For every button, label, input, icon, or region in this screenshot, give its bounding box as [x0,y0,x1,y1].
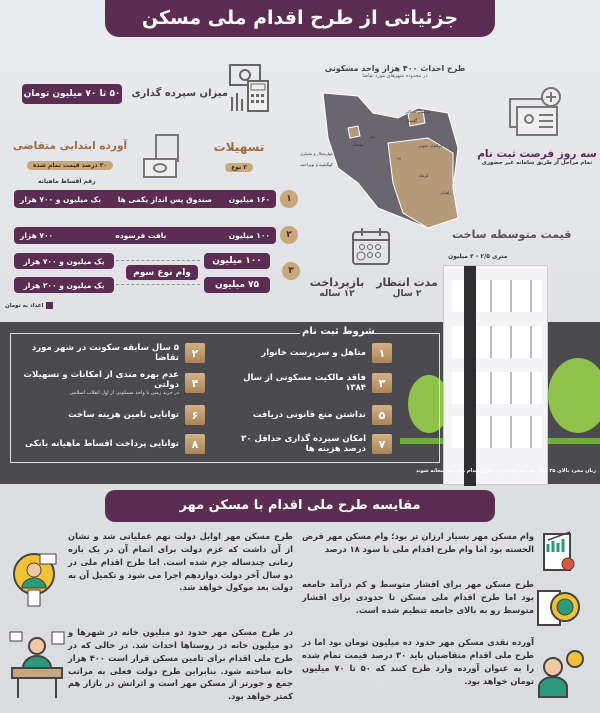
loan-number: ۳ [282,262,300,280]
map-region: یزد [396,155,402,160]
condition-item [222,343,392,363]
condition-number: ۸ [185,434,205,454]
map-region: خراسان جنوبی [418,143,443,148]
compare-text: وام مسکن مهر بسیار ارزان تر بود؛ وام مسکن مهر قرض الحسنه بود اما وام طرح اقدام ملی با سود ۱۸ درصد [302,531,534,554]
registration-subtitle: تمام مراحل از طریق سامانه غیر حضوری [481,160,593,166]
building-illustration [443,265,548,485]
condition-number: ۱ [372,343,392,363]
registration-title: سه روز فرصت ثبت نام [477,148,597,160]
calculator-money-icon [228,63,272,113]
conditions-title: شروط ثبت نام [302,326,375,337]
condition-item [15,370,205,396]
condition-text: توانایی پرداخت اقساط ماهیانه بانکی [25,438,179,449]
gear-person-icon [10,548,62,610]
condition-text: ۵ سال سابقه سکونت در شهر مورد تقاضا [31,343,179,364]
person-lightbulb-icon [535,645,585,700]
online-registration-icon [505,85,565,137]
compare-text: در طرح مسکن مهر حدود دو میلیون خانه در شهرها و دو میلیون خانه در روستاها احداث شد. در حالی که در طرح ملی اقدام برای تامین مسکن قرار است ۴۰۰ هزار خانه ساخته شود. بنابراین طرح دولت فعلی به مراتب جمع و جورتر از مسکن مهر است و اثراتش در بازار هم کمتر خواهد بود. [68,627,293,702]
map-region: کرمان [418,173,429,178]
loan-installment: یک میلیون و ۷۰۰ هزار [20,194,102,204]
map-region: خراسان شمالی [405,109,432,114]
condition-text: فاقد مالکیت مسکونی از سال ۱۳۸۴ [243,373,366,394]
condition-number: ۷ [372,434,392,454]
condition-item [222,373,392,393]
loan3-installment-1: یک میلیون و ۷۰۰ هزار [14,253,114,269]
condition-item [15,343,205,363]
money-box-icon [140,133,188,183]
loan3-amount-1: ۱۰۰ میلیون [204,253,270,269]
map-title: طرح احداث ۴۰۰ هزار واحد مسکونی [324,64,466,73]
map-subtitle: در محدوده شهرهای مورد تقاضا [362,73,428,79]
map-region: زاهدان [440,190,452,195]
repay-value: ۱۲ ساله [319,289,355,299]
wait-value: ۲ سال [392,289,422,299]
iran-map [318,88,463,233]
compare-text: آورده نقدی مسکن مهر حدود ده میلیون تومان بود اما در طرح ملی اقدام متقاضیان باید ۳۰ درصد قیمت تمام شده را به عنوان آورده وارد طرح کنند که ۵۰ تا ۷۰ میلیون تومان خواهد بود. [302,637,534,686]
condition-item [15,405,205,425]
repay-label: بازپرداخت [309,276,365,289]
condition-text: نداشتن منع قانونی دریافت [252,409,366,420]
loans-title: تسهیلات [213,140,265,154]
down-payment-badge: ۳۰ درصد قیمت تمام شده [27,161,113,170]
loan-number: ۲ [280,226,298,244]
condition-subtext: در خرید زمین یا واحد مسکونی از اول انقلاب اسلامی [69,390,179,397]
condition-item [15,434,205,454]
wait-label: مدت انتظار [376,276,438,289]
price-label: قیمت متوسطه ساخت [452,228,572,241]
down-payment-title: آورده ابتدایی متقاضی [12,140,128,152]
condition-text: متاهل و سرپرست خانوار [261,347,366,358]
calendar-icon [350,226,392,268]
map-region: کهگیلویه و بویراحمد [300,162,333,167]
conditions-note: زنان مجرد بالای ۳۵ سال هم می توانند در طرح اقدام ملی صاحبخانه شوند [415,468,596,474]
map-region: گلستان [405,118,418,123]
gear-person-document-icon [535,583,583,633]
loan3-installment-2: یک میلیون و ۲۰۰ هزار [14,277,114,293]
deposit-value: ۵۰ تا ۷۰ میلیون تومان [22,84,122,104]
legend-swatch [46,302,53,309]
condition-number: ۴ [185,373,205,393]
compare-text: طرح مسکن مهر اوایل دولت نهم عملیاتی شد و نشان از آن داشت که عزم دولت برای اتمام آن در یک بازه زمانی چندساله جزم شده است. اما طرح اقدام ملی در دو سال آخر دولت دوازدهم اجرا می شود و تکمیل آن به دولت بعد موکول خواهد شد. [68,531,293,593]
condition-item [222,434,392,454]
page-title: جزئیاتی از طرح اقدام ملی مسکن [105,0,495,37]
deposit-label: میزان سپرده گذاری [131,88,228,99]
condition-item [222,405,392,425]
loan-amount: ۱۰۰ میلیون [228,231,270,240]
loans-badge: ۳ نوع [225,163,253,172]
compare-text: طرح مسکن مهر برای اقشار متوسط و کم درآمد جامعه بود اما طرح اقدام ملی مسکن تا حدودی برای اقشار متوسط رو به بالای جامعه تنظیم شده است. [302,579,534,615]
loan-row-1 [14,190,276,208]
loan-name: بافت فرسوده [115,231,167,240]
legend [5,302,53,309]
map-region: سمنان [352,142,364,147]
report-chart-icon [540,530,580,574]
map-region: چهارمحال و بختیاری [300,151,334,156]
condition-number: ۲ [185,343,205,363]
loan-installment: ۷۰۰ هزار [20,231,54,240]
speaker-desk-icon [8,628,66,700]
loan-row-2 [14,227,276,244]
loan3-amount-2: ۷۵ میلیون [204,277,270,293]
compare-title: مقایسه طرح ملی اقدام با مسکن مهر [105,490,495,522]
loan-name: صندوق پس انداز یکمی ها [117,194,213,204]
condition-number: ۶ [185,405,205,425]
loan-amount: ۱۶۰ میلیون [228,194,270,204]
tree-icon [548,358,600,433]
monthly-installment-label: رقم اقساط ماهیانه [38,178,96,185]
legend-label: اعداد به تومان [5,302,44,309]
price-value: متری ۲/۵ - ۲ میلیون [448,253,508,260]
loan-number: ۱ [280,190,298,208]
condition-number: ۵ [372,405,392,425]
map-region: قم [370,134,375,139]
condition-text: عدم بهره مندی از امکانات و تسهیلات دولتی [23,370,179,391]
loan3-name: وام نوع سوم [126,265,198,280]
condition-text: توانایی تامین هزینه ساخت [68,409,179,420]
condition-text: امکان سپرده گذاری حداقل ۳۰ درصد هزینه ها [241,434,366,455]
condition-number: ۳ [372,373,392,393]
